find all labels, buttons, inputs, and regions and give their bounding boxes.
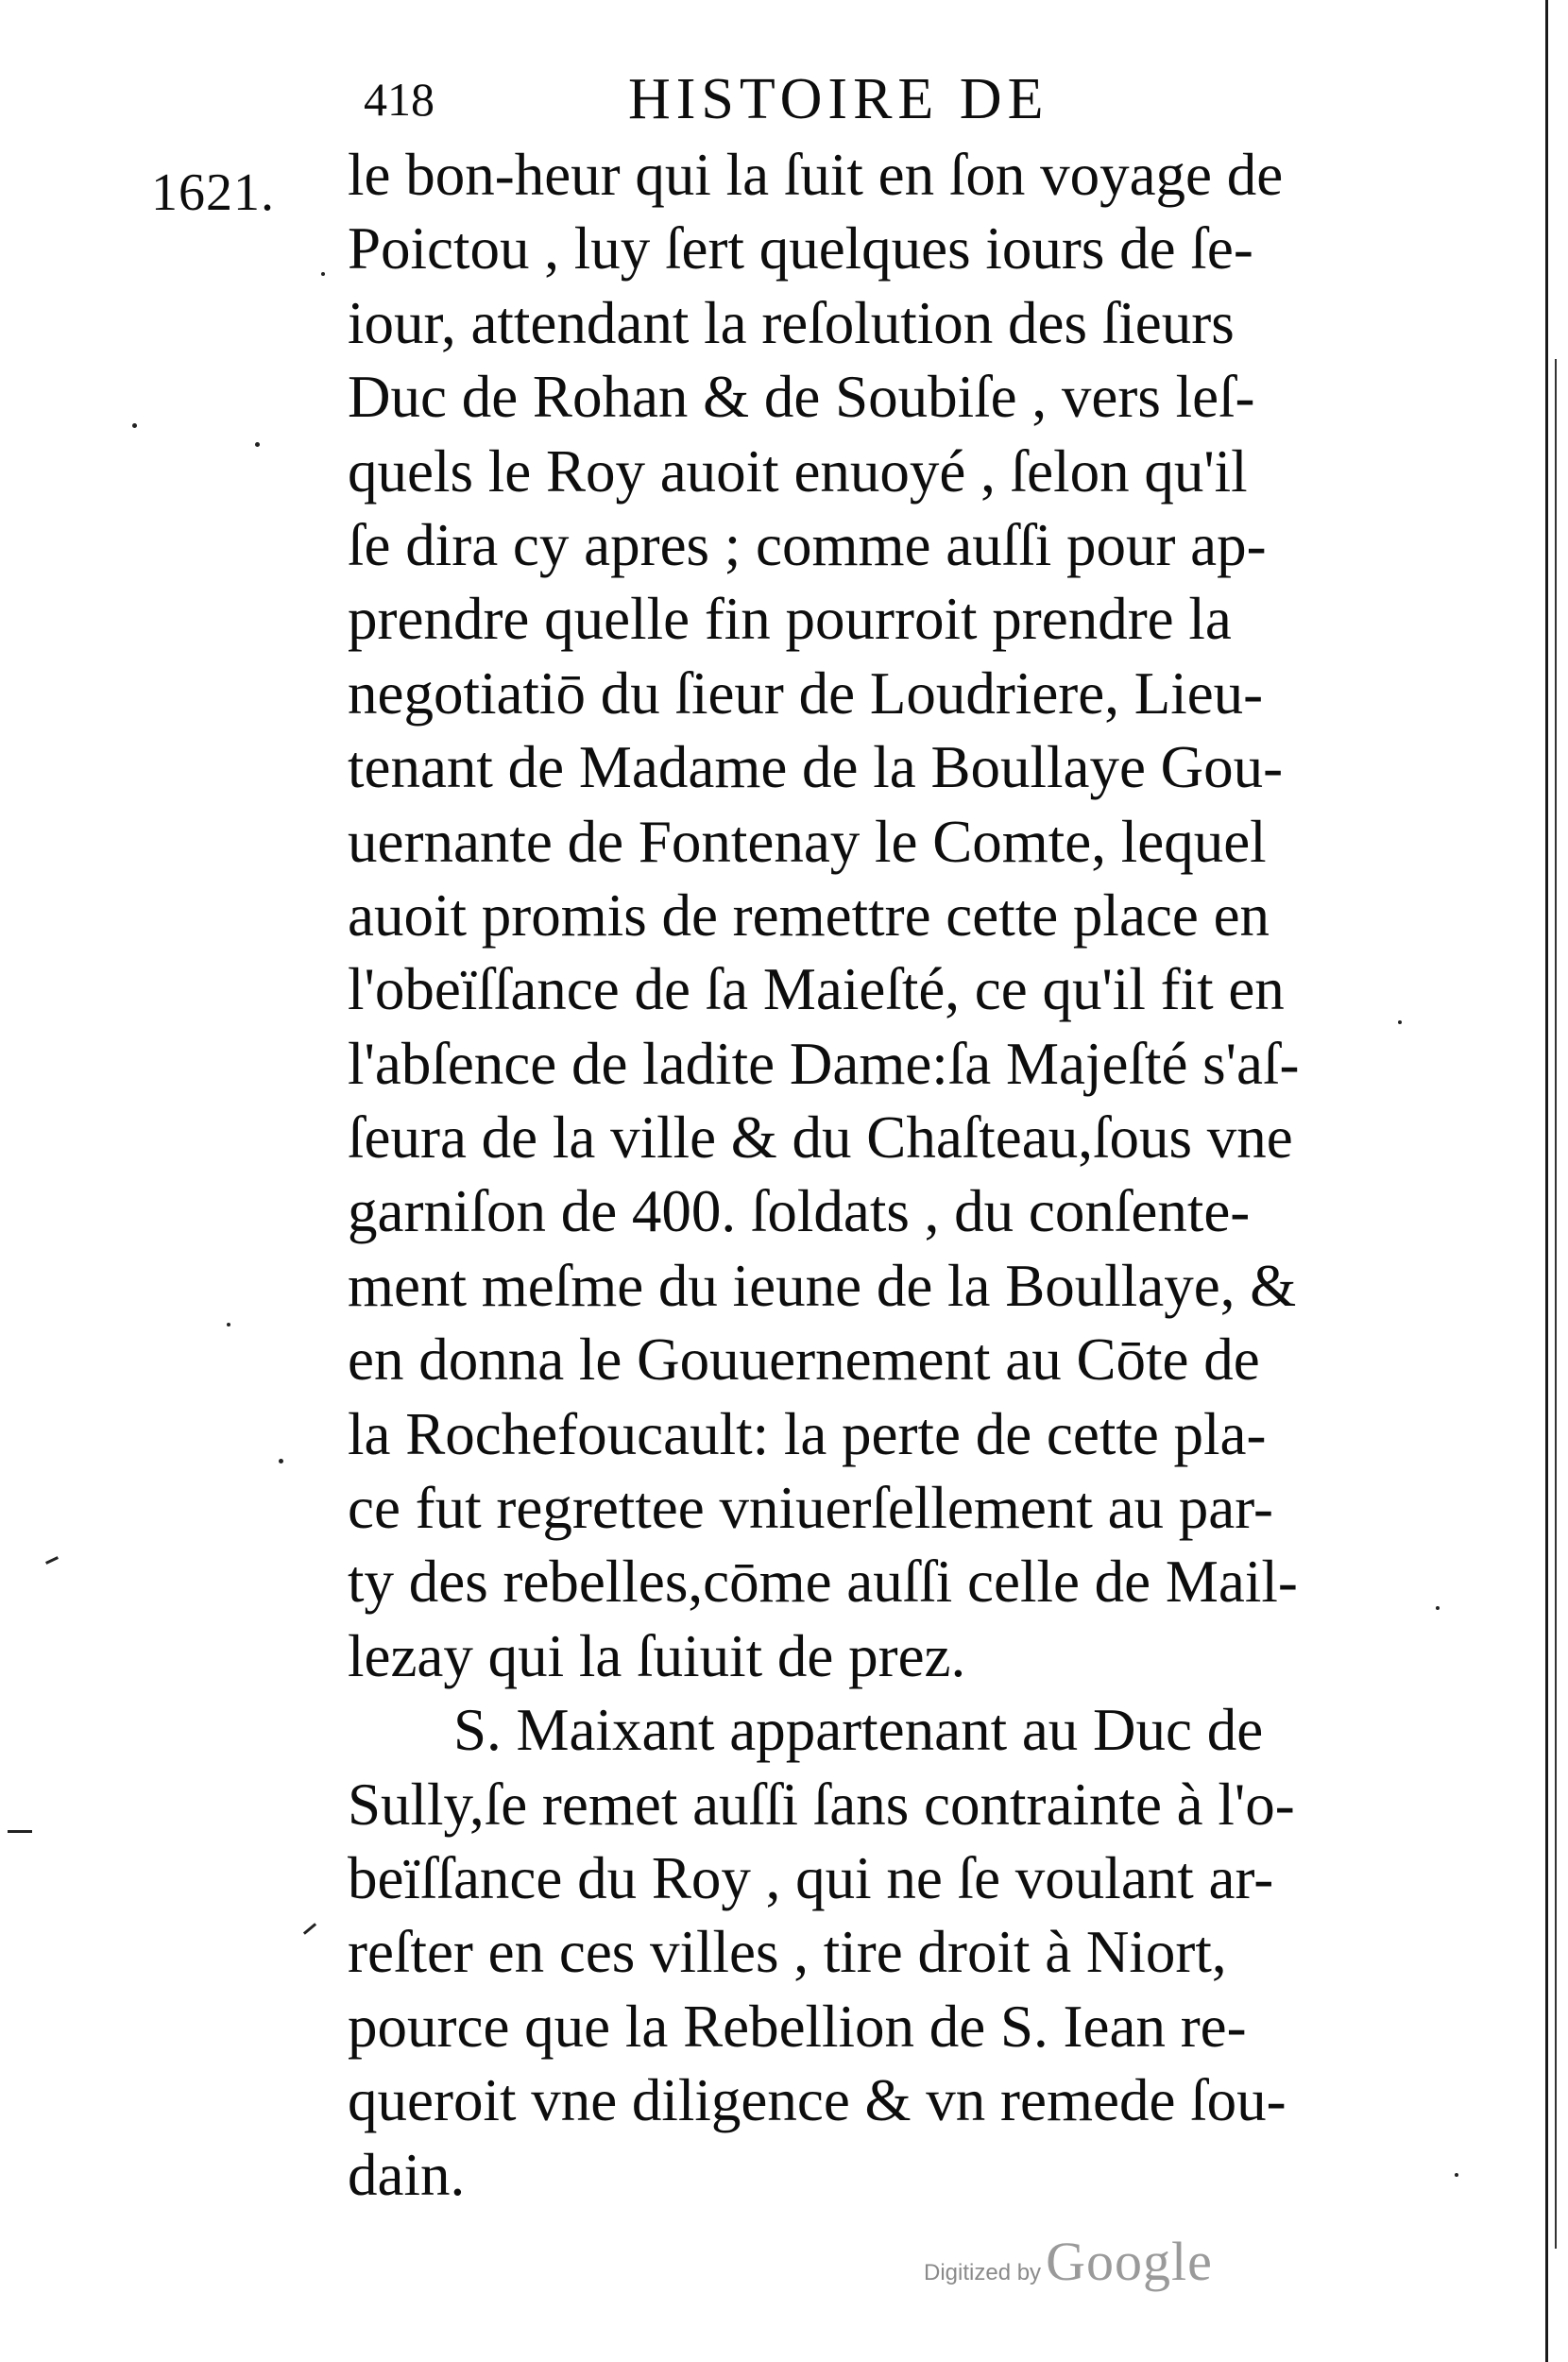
margin-year: 1621. (151, 163, 275, 222)
text-line: la Rochefoucault: la perte de cette pla- (348, 1400, 1267, 1467)
text-line: negotiatiō du ſieur de Loudriere, Lieu- (348, 659, 1264, 727)
text-line: garniſon de 400. ſoldats , du conſente- (348, 1178, 1251, 1245)
page-number: 418 (364, 73, 435, 126)
text-line: tenant de Madame de la Boullaye Gou- (348, 734, 1284, 801)
text-line: Sully,ſe remet auſſi ſans contrainte à l'o- (348, 1771, 1295, 1838)
text-line: dain. (348, 2141, 466, 2208)
text-line: l'abſence de ladite Dame:ſa Majeſté s'aſ- (348, 1030, 1300, 1097)
margin-mark (8, 1830, 32, 1833)
text-line: lezay qui la ſuiuit de prez. (348, 1622, 966, 1689)
text-line: pource que la Rebellion de S. Iean re- (348, 1993, 1247, 2060)
page-header (364, 66, 1308, 142)
text-line: ce fut regrettee vniuerſellement au par- (348, 1475, 1273, 1542)
text-line: quels le Roy auoit enuoyé , ſelon qu'il (348, 437, 1248, 505)
text-line: l'obeïſſance de ſa Maieſté, ce qu'il fit en (348, 956, 1285, 1023)
page-binding-edge (1545, 0, 1548, 2362)
digitized-by-label: Digitized by (924, 2260, 1042, 2285)
text-line: ty des rebelles,cōme auſſi celle de Mail- (348, 1549, 1298, 1616)
paragraph-start-line: S. Maixant appartenant au Duc de (453, 1697, 1264, 1764)
text-line: Duc de Rohan & de Soubiſe , vers leſ- (348, 364, 1255, 431)
google-wordmark: Google (1046, 2231, 1213, 2292)
digitized-by-google-watermark (924, 2230, 1264, 2305)
text-line: auoit promis de remettre cette place en (348, 881, 1270, 949)
text-line: ſe dira cy apres ; comme auſſi pour ap- (348, 511, 1267, 578)
text-line: iour, attendant la reſolution des ſieurs (348, 289, 1235, 356)
margin-mark (45, 1556, 59, 1565)
text-line: Poictou , luy ſert quelques iours de ſe- (348, 215, 1253, 282)
margin-mark (303, 1923, 316, 1935)
running-title: HISTOIRE DE (628, 67, 1049, 131)
text-line: en donna le Gouuernement au Cōte de (348, 1326, 1260, 1394)
text-line: reſter en ces villes , tire droit à Niort, (348, 1919, 1227, 1986)
text-line: uernante de Fontenay le Comte, lequel (348, 808, 1267, 875)
text-line: ſeura de la ville & du Chaſteau,ſous vne (348, 1104, 1293, 1172)
body-text (348, 138, 1396, 2212)
text-line: ment meſme du ieune de la Boullaye, & (348, 1252, 1297, 1319)
page-binding-edge-inner (1555, 359, 1557, 2249)
text-line: prendre quelle fin pourroit prendre la (348, 586, 1232, 653)
text-line: beïſſance du Roy , qui ne ſe voulant ar- (348, 1844, 1274, 1911)
text-line: le bon-heur qui la ſuit en ſon voyage de (348, 142, 1284, 208)
text-line: queroit vne diligence & vn remede ſou- (348, 2067, 1287, 2134)
